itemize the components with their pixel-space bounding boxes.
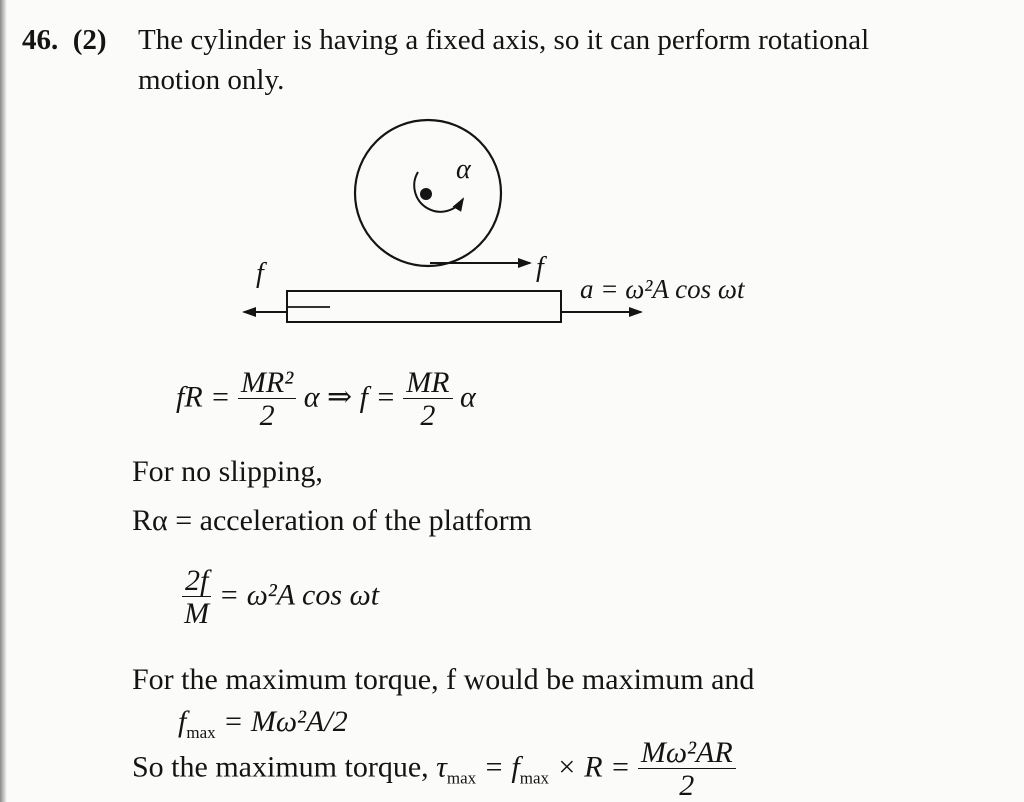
friction-label-platform: f — [256, 258, 264, 289]
cylinder-axis-dot — [420, 188, 432, 200]
fmax-equation: $f_{max} = M\omega^2A/2$ — [178, 705, 348, 742]
problem-number: 46. (2) — [22, 24, 107, 56]
alpha-label: α — [456, 154, 471, 185]
torque-equation: fR = $\frac{\text{MR²}}{2}$ α ⇒ f = $\frac{MR}{2}$ α — [176, 366, 476, 432]
friction-label-cylinder: f — [536, 252, 544, 283]
problem-text-line-2: motion only. — [138, 64, 285, 96]
no-slipping-text: For no slipping, — [132, 455, 323, 488]
answer-option: (2) — [72, 24, 107, 56]
max-torque-text: For the maximum torque, f would be maximum and — [132, 663, 755, 696]
final-torque-line: So the maximum torque, $\tau_{max} = f_{max} \times R$ = $\frac{\text{Mω²AR}}{2}$ — [132, 738, 736, 802]
platform-acceleration-label: a = ω²A cos ωt — [580, 274, 745, 304]
no-slipping-equation: Rα = acceleration of the platform — [132, 504, 532, 537]
acceleration-equation: $\frac{2f}{M}$ = ω²A cos ωt — [182, 566, 379, 630]
problem-text-line-1: The cylinder is having a fixed axis, so it can perform rotational — [138, 24, 870, 56]
